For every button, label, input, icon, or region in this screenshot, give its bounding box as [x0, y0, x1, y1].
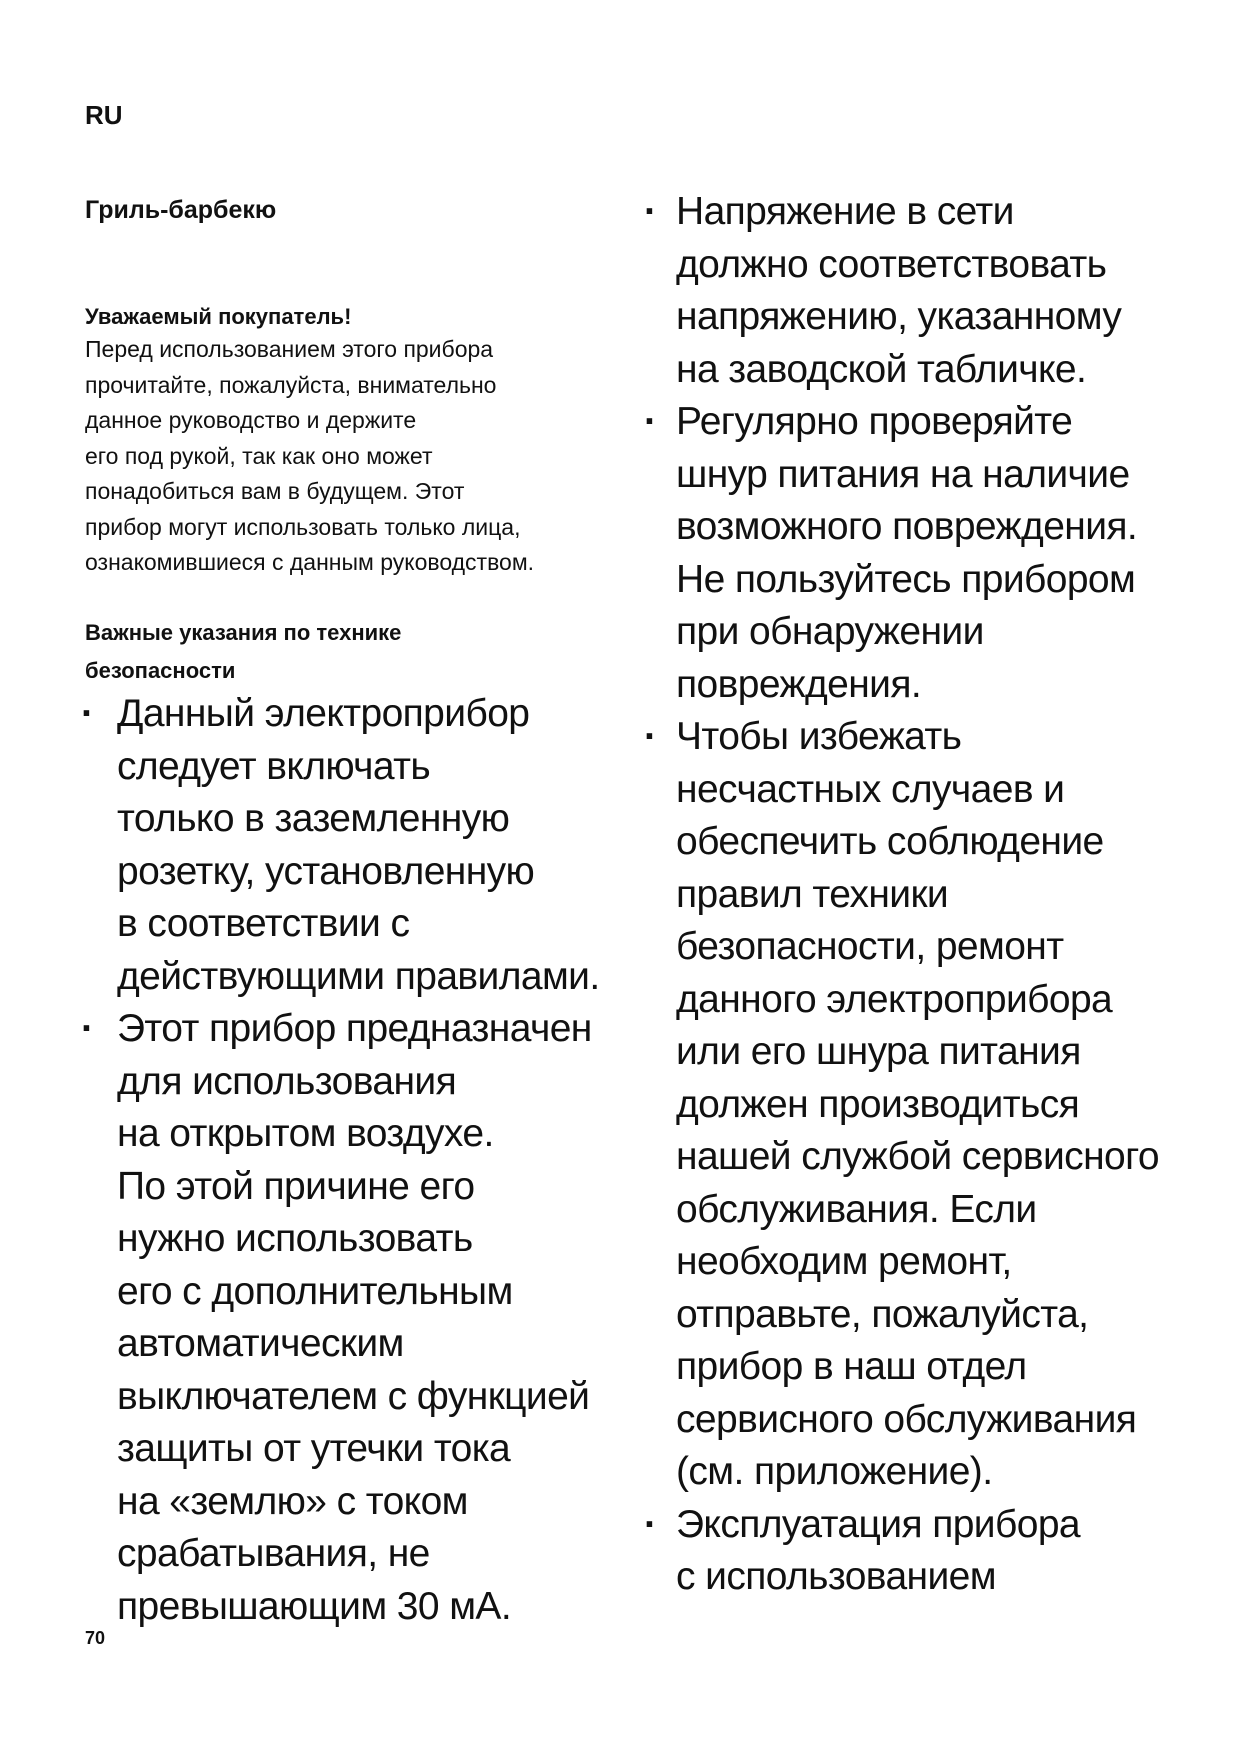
bullet-line: для использования	[117, 1059, 457, 1103]
bullet-line: на заводской табличке.	[676, 347, 1087, 391]
bullet-line: повреждения.	[676, 662, 922, 706]
bullet-line: или его шнура питания	[676, 1030, 1081, 1073]
bullet-marker: ·	[644, 400, 657, 443]
bullet-line: правил техники	[676, 872, 949, 916]
bullet-item	[640, 711, 1160, 1499]
document-title: Гриль-барбекю	[85, 196, 277, 224]
bullet-line: данного электроприбора	[676, 977, 1113, 1021]
bullet-line: возможного повреждения.	[676, 505, 1138, 548]
bullet-marker: ·	[644, 190, 657, 233]
bullet-line: превышающим 30 мА.	[117, 1584, 512, 1628]
bullet-line: его с дополнительным	[117, 1269, 513, 1313]
safety-heading	[85, 614, 401, 690]
bullet-line: шнур питания на наличие	[676, 452, 1130, 496]
bullet-line: обслуживания. Если	[676, 1187, 1037, 1231]
bullet-marker: ·	[644, 1502, 657, 1546]
bullet-line: действующими правилами.	[117, 954, 600, 998]
bullet-line: только в заземленную	[117, 797, 510, 840]
bullet-line: Данный электроприбор	[117, 692, 530, 735]
intro-line: прочитайте, пожалуйста, внимательно	[85, 371, 497, 398]
bullet-line: обеспечить соблюдение	[676, 820, 1104, 863]
bullet-line: необходим ремонт,	[676, 1240, 1012, 1283]
bullet-item	[75, 1003, 615, 1633]
bullet-line: срабатывания, не	[117, 1532, 430, 1575]
bullet-line: выключателем с функцией	[117, 1374, 590, 1418]
bullet-line: в соответствии с	[117, 902, 410, 945]
bullet-line: Регулярно проверяйте	[676, 400, 1073, 443]
intro-paragraph	[85, 332, 625, 581]
bullet-line: нужно использовать	[117, 1217, 473, 1260]
bullet-line: розетку, установленную	[117, 849, 535, 893]
safety-heading-line: безопасности	[85, 658, 236, 683]
bullet-line: несчастных случаев и	[676, 767, 1065, 811]
intro-line: данное руководство и держите	[85, 407, 417, 433]
bullet-line: прибор в наш отдел	[676, 1345, 1027, 1388]
bullet-line: с использованием	[676, 1555, 996, 1598]
bullet-line: автоматическим	[117, 1322, 404, 1365]
left-column-bullets	[75, 688, 615, 1633]
bullet-marker: ·	[81, 1007, 94, 1050]
bullet-line: (см. приложение).	[676, 1450, 993, 1493]
bullet-line: Эксплуатация прибора	[676, 1502, 1080, 1546]
bullet-line: на открытом воздухе.	[117, 1112, 494, 1155]
bullet-line: защиты от утечки тока	[117, 1427, 511, 1470]
bullet-item	[640, 186, 1160, 396]
bullet-line: безопасности, ремонт	[676, 925, 1064, 968]
bullet-line: Чтобы избежать	[676, 715, 962, 758]
bullet-line: должно соответствовать	[676, 242, 1107, 286]
bullet-line: следует включать	[117, 744, 431, 788]
bullet-line: По этой причине его	[117, 1164, 475, 1208]
page-number: 70	[85, 1628, 106, 1648]
intro-line: Перед использованием этого прибора	[85, 336, 494, 362]
bullet-line: при обнаружении	[676, 610, 984, 653]
intro-line: понадобиться вам в будущем. Этот	[85, 478, 465, 504]
bullet-line: на «землю» с током	[117, 1479, 468, 1523]
intro-line: прибор могут использовать только лица,	[85, 513, 521, 540]
intro-line: ознакомившиеся с данным руководством.	[85, 549, 535, 575]
bullet-line: сервисного обслуживания	[676, 1397, 1137, 1441]
bullet-line: Напряжение в сети	[676, 190, 1014, 233]
right-column-bullets	[640, 186, 1160, 1604]
bullet-item	[640, 396, 1160, 711]
bullet-item	[75, 688, 615, 1003]
bullet-line: нашей службой сервисного	[676, 1135, 1159, 1178]
intro-line: его под рукой, так как оно может	[85, 442, 433, 469]
bullet-line: Этот прибор предназначен	[117, 1007, 592, 1050]
bullet-line: отправьте, пожалуйста,	[676, 1292, 1089, 1336]
bullet-line: напряжению, указанному	[676, 295, 1122, 338]
bullet-marker: ·	[644, 715, 657, 758]
bullet-line: должен производиться	[676, 1082, 1080, 1126]
language-code: RU	[85, 100, 123, 130]
bullet-item	[640, 1499, 1160, 1604]
bullet-line: Не пользуйтесь прибором	[676, 557, 1136, 601]
safety-heading-line: Важные указания по технике	[85, 620, 402, 645]
greeting-heading: Уважаемый покупатель!	[85, 304, 352, 329]
bullet-marker: ·	[81, 692, 94, 735]
